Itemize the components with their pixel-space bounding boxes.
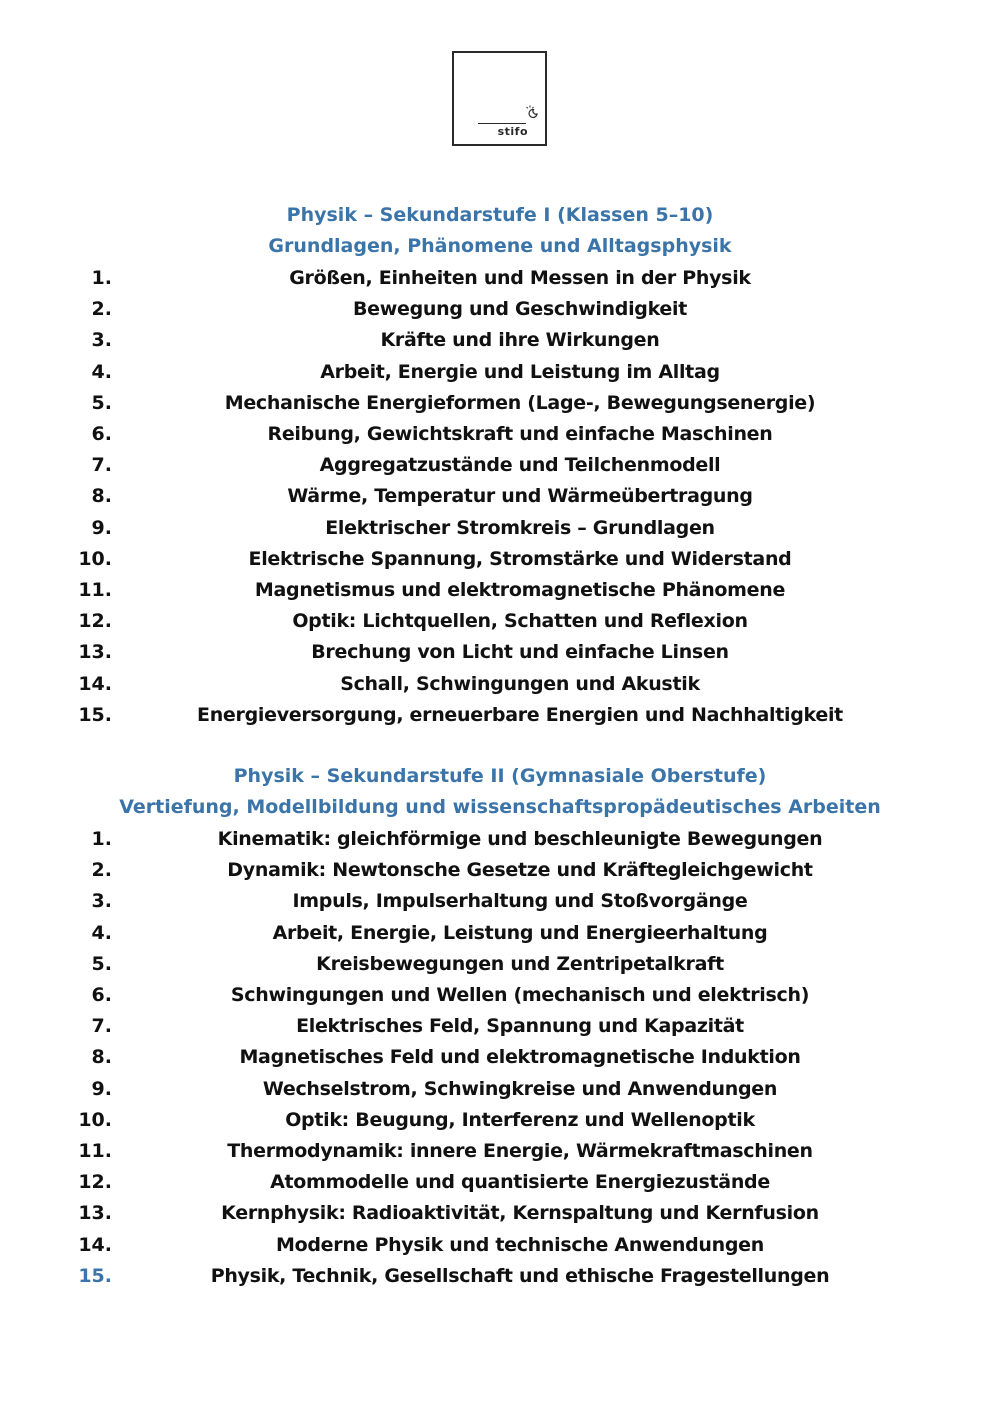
list-item-text: Magnetisches Feld und elektromagnetische Induktion [239,1046,801,1069]
list-item-number: 2. [91,859,112,882]
list-item-number: 15. [78,703,112,726]
list-item [0,1074,1000,1105]
list-item-text: Aggregatzustände und Teilchenmodell [319,454,721,477]
list-item-number: 8. [91,1046,112,1069]
list-item-number: 14. [78,672,112,695]
list-item-number: 9. [91,516,112,539]
list-item-text: Reibung, Gewichtskraft und einfache Maschinen [267,423,773,445]
list-item [0,325,1000,356]
list-item-text: Elektrische Spannung, Stromstärke und Widerstand [248,547,792,570]
section2-title: Physik – Sekundarstufe II (Gymnasiale Oberstufe) [233,765,767,787]
list-item-text: Kreisbewegungen und Zentripetalkraft [316,952,724,975]
list-item-text: Mechanische Energieformen (Lage-, Bewegungsenergie) [224,391,816,414]
list-item-text: Arbeit, Energie, Leistung und Energieerhaltung [272,921,768,944]
list-item-number: 7. [91,1015,112,1038]
list-item [0,450,1000,481]
list-item [0,575,1000,606]
list-item [0,606,1000,637]
list-item-number: 6. [91,984,112,1006]
list-item-number: 3. [91,890,112,913]
section1-title: Physik – Sekundarstufe I (Klassen 5–10) [286,204,714,226]
list-item-text: Schall, Schwingungen und Akustik [340,672,700,695]
section2-subtitle: Vertiefung, Modellbildung und wissenschaftspropädeutisches Arbeiten [119,796,881,818]
list-item [0,949,1000,980]
logo-text: stifo [497,125,528,138]
list-item-text: Kinematik: gleichförmige und beschleunigte Bewegungen [217,828,823,850]
list-item-text: Arbeit, Energie und Leistung im Alltag [320,360,720,383]
list-item-text: Brechung von Licht und einfache Linsen [311,641,729,664]
list-item-number: 13. [78,1202,112,1225]
list-item-number: 12. [78,1171,112,1194]
list-item-number: 14. [78,1233,112,1256]
list-item-number: 4. [91,360,112,383]
list-item-text: Dynamik: Newtonsche Gesetze und Kräftegleichgewicht [227,859,813,882]
list-item [0,1105,1000,1136]
list-item-text: Optik: Beugung, Interferenz und Wellenoptik [285,1108,755,1131]
list-item [0,1011,1000,1042]
list-item-number: 8. [91,485,112,508]
list-item [0,544,1000,575]
list-item [0,700,1000,731]
list-item-number: 4. [91,921,112,944]
list-item [0,513,1000,544]
list-item [0,357,1000,388]
list-item-number: 6. [91,423,112,445]
list-item [0,1198,1000,1229]
list-item [0,980,1000,1011]
list-item [0,669,1000,700]
list-item-text: Elektrisches Feld, Spannung und Kapazität [296,1015,744,1038]
list-item-number: 7. [91,454,112,477]
list-item-number: 15. [78,1264,112,1287]
list-item-text: Magnetismus und elektromagnetische Phänomene [254,579,786,601]
list-item-text: Thermodynamik: innere Energie, Wärmekraftmaschinen [227,1140,813,1162]
list-item-text: Wechselstrom, Schwingkreise und Anwendungen [262,1077,778,1100]
list-item-number: 13. [78,641,112,664]
list-item [0,855,1000,886]
list-item [0,419,1000,450]
logo-divider [478,123,526,124]
list-item-number: 10. [78,1108,112,1131]
list-item-text: Bewegung und Geschwindigkeit [352,298,688,321]
list-item-number: 10. [78,547,112,570]
list-item-text: Schwingungen und Wellen (mechanisch und elektrisch) [230,984,810,1006]
list-item [0,1230,1000,1261]
list-item-number: 11. [78,1140,112,1162]
sun-moon-icon [524,104,540,120]
list-item [0,263,1000,294]
list-item [0,918,1000,949]
list-item-number: 1. [91,828,112,850]
list-item-text: Impuls, Impulserhaltung und Stoßvorgänge [292,890,748,913]
section1-subtitle: Grundlagen, Phänomene und Alltagsphysik [268,235,732,257]
list-item-text: Atommodelle und quantisierte Energiezustände [270,1171,770,1194]
list-item-number: 5. [91,391,112,414]
list-item-text: Kräfte und ihre Wirkungen [380,329,660,352]
list-item-text: Moderne Physik und technische Anwendungen [276,1233,764,1256]
list-item-text: Physik, Technik, Gesellschaft und ethische Fragestellungen [210,1264,830,1287]
list-item [0,824,1000,855]
list-item [0,637,1000,668]
list-item [0,1136,1000,1167]
list-item-number: 3. [91,329,112,352]
list-item [0,1261,1000,1292]
list-item [0,294,1000,325]
list-item-text: Kernphysik: Radioaktivität, Kernspaltung und Kernfusion [221,1202,819,1225]
list-item [0,1167,1000,1198]
list-item-text: Wärme, Temperatur und Wärmeübertragung [287,485,753,508]
list-item-number: 1. [91,267,112,289]
list-item-text: Optik: Lichtquellen, Schatten und Reflexion [292,610,748,633]
list-item-text: Energieversorgung, erneuerbare Energien und Nachhaltigkeit [197,703,843,726]
list-item-number: 12. [78,610,112,633]
logo [452,51,547,146]
list-item-number: 11. [78,579,112,601]
list-item-number: 5. [91,952,112,975]
list-item-text: Elektrischer Stromkreis – Grundlagen [325,516,715,539]
list-item-text: Größen, Einheiten und Messen in der Physik [289,267,751,289]
list-item-number: 2. [91,298,112,321]
list-item-number: 9. [91,1077,112,1100]
list-item [0,1042,1000,1073]
list-item [0,481,1000,512]
list-item [0,886,1000,917]
list-item [0,388,1000,419]
